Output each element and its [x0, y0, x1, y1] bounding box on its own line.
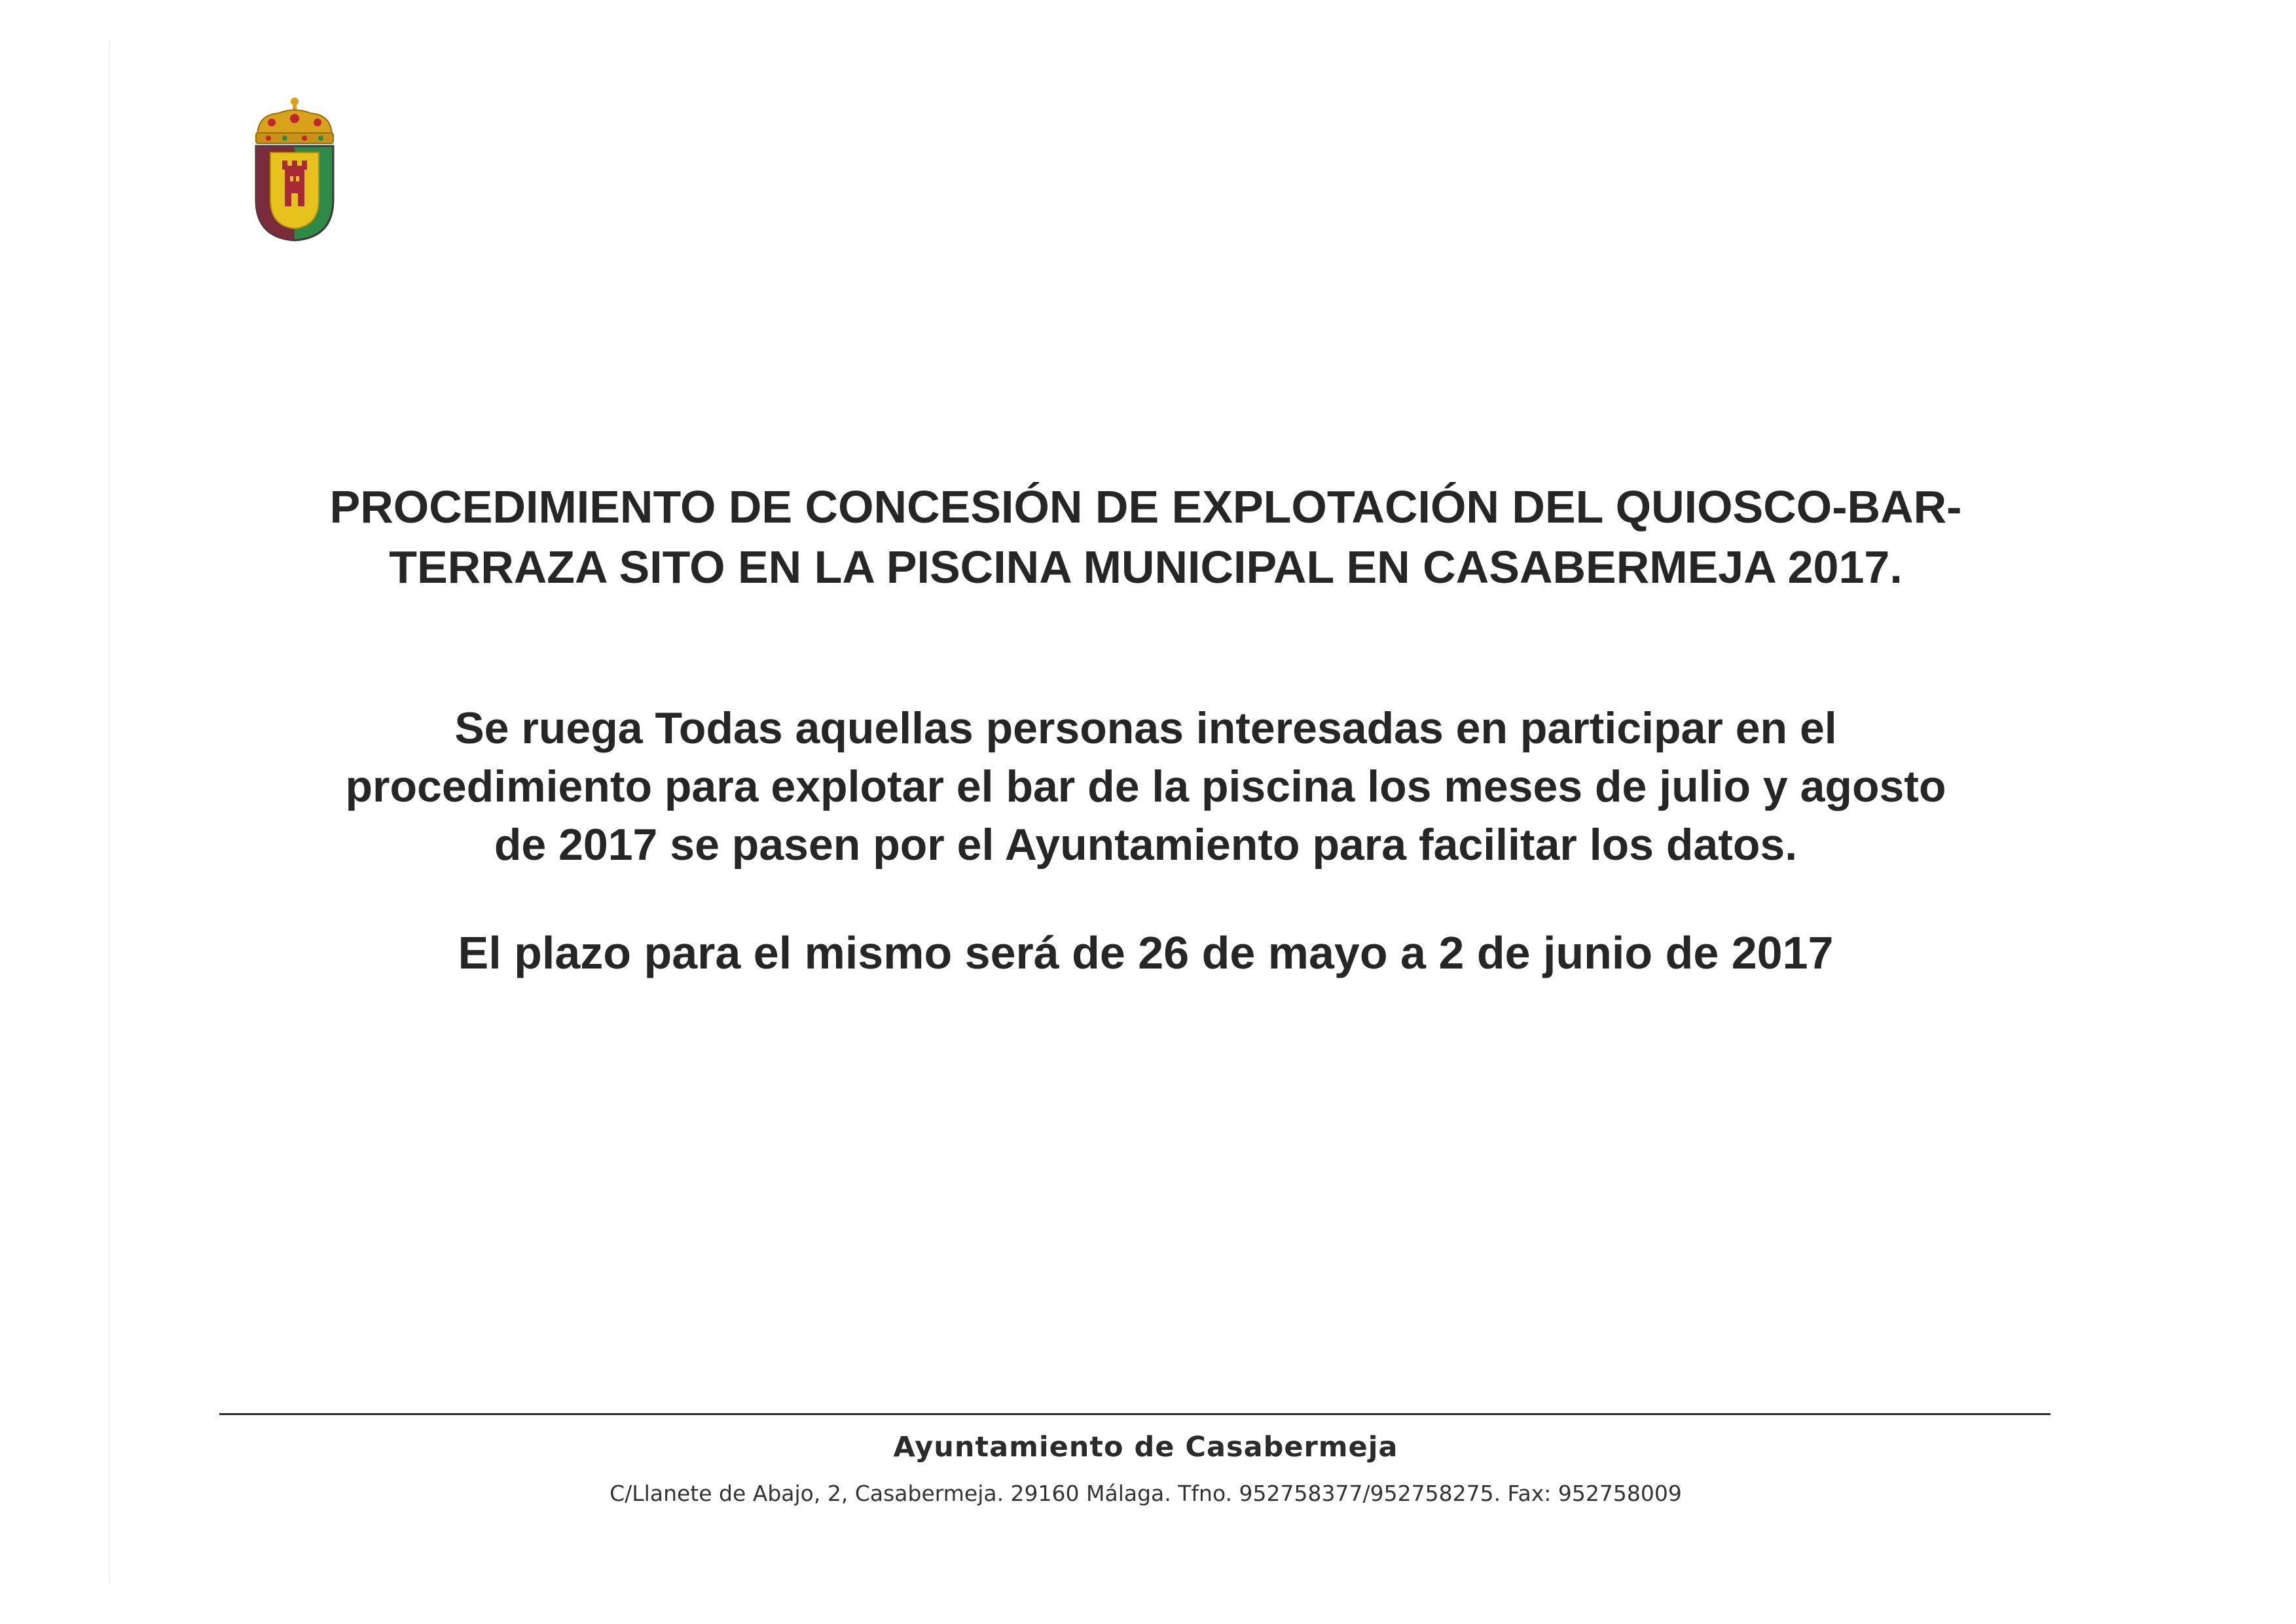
deadline-text: El plazo para el mismo será de 26 de mayo a 2 de junio de 2017: [458, 927, 1834, 978]
shield-icon: [256, 146, 333, 240]
footer-organization: Ayuntamiento de Casabermeja: [893, 1431, 1398, 1464]
casabermeja-coat-of-arms-icon: [252, 95, 337, 242]
notice-line-1: Se ruega Todas aquellas personas interesadas en participar en el: [454, 703, 1837, 753]
crown-icon: [256, 98, 333, 143]
footer-address: C/Llanete de Abajo, 2, Casabermeja. 29160 Málaga. Tfno. 952758377/952758275. Fax: 952758009: [610, 1481, 1682, 1506]
notice-paragraph: [196, 699, 2095, 874]
notice-line-2: procedimiento para explotar el bar de la piscina los meses de julio y agosto: [345, 762, 1946, 811]
title-line-1: PROCEDIMIENTO DE CONCESIÓN DE EXPLOTACIÓN DEL QUIOSCO-BAR-: [329, 481, 1962, 532]
notice-title: [196, 477, 2095, 597]
title-line-2: TERRAZA SITO EN LA PISCINA MUNICIPAL EN CASABERMEJA 2017.: [389, 542, 1903, 593]
footer-divider: [219, 1413, 2050, 1415]
notice-line-3: de 2017 se pasen por el Ayuntamiento para facilitar los datos.: [494, 820, 1798, 870]
scan-edge-line: [109, 39, 110, 1585]
